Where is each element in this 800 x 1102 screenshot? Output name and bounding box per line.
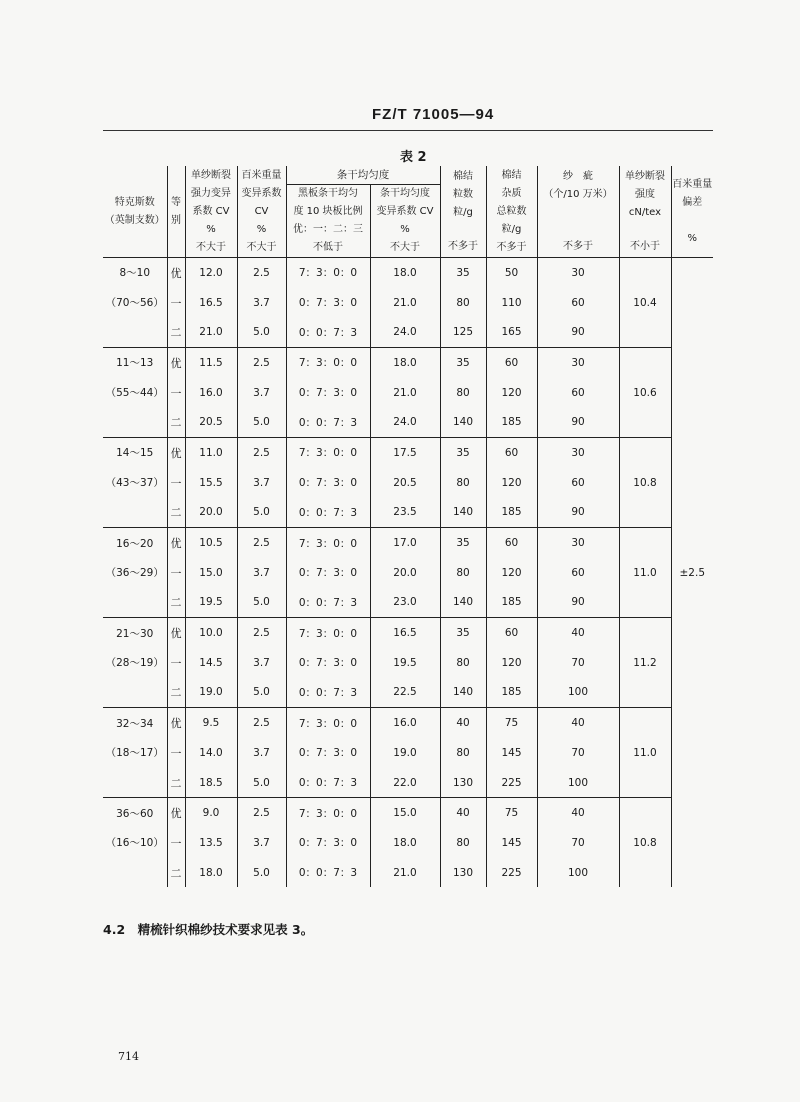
header-line: 不大于 (196, 241, 226, 253)
cell-total-neps: 165 (486, 317, 537, 347)
cell-faults: 30 (537, 438, 619, 468)
cell-cv-evenness: 19.5 (370, 648, 440, 678)
table-row (103, 438, 713, 468)
header-line: 纱 疵 (563, 170, 593, 182)
cell-neps: 35 (440, 528, 486, 558)
cell-cv-evenness: 20.5 (370, 468, 440, 498)
cell-grade: 一 (167, 738, 185, 768)
cell-total-neps: 185 (486, 498, 537, 528)
cell-cv-evenness: 18.0 (370, 828, 440, 858)
header-line: 强力变异 (191, 187, 231, 199)
cell-total-neps: 120 (486, 378, 537, 408)
header-line: % (256, 223, 267, 235)
cell-spec-en: （16～10） (105, 837, 164, 850)
cell-cv-weight: 3.7 (237, 378, 286, 408)
cell-cv-strength: 18.0 (185, 858, 237, 888)
clause-4-2: 4.2 精梳针织棉纱技术要求见表 3。 (103, 922, 314, 937)
cell-cv-strength: 19.0 (185, 678, 237, 708)
cell-neps: 130 (440, 858, 486, 888)
cell-neps: 80 (440, 828, 486, 858)
cell-cv-evenness: 16.5 (370, 618, 440, 648)
cell-cv-evenness: 21.0 (370, 858, 440, 888)
col-total-neps-header (486, 166, 537, 258)
header-line: 不多于 (496, 241, 527, 253)
cell-cv-evenness: 21.0 (370, 288, 440, 318)
cell-grade: 二 (167, 498, 185, 528)
cell-cv-weight: 5.0 (237, 498, 286, 528)
cell-neps: 35 (440, 348, 486, 378)
cell-cv-weight: 2.5 (237, 438, 286, 468)
header-line: 棉结 (453, 170, 473, 182)
cell-total-neps: 145 (486, 738, 537, 768)
cell-grade: 二 (167, 317, 185, 347)
cell-cv-strength: 19.5 (185, 588, 237, 618)
cell-board: 0：0：7：3 (286, 407, 370, 437)
cell-faults: 30 (537, 528, 619, 558)
cell-cv-strength: 11.5 (185, 348, 237, 378)
cell-spec-en: （36～29） (105, 567, 164, 580)
cell-grade: 二 (167, 407, 185, 437)
evenness-group-header: 条干均匀度 (286, 166, 440, 185)
header-line: 粒数 (453, 188, 473, 200)
cell-cv-evenness: 24.0 (370, 407, 440, 437)
cell-faults: 70 (537, 738, 619, 768)
header-line: （个/10 万米） (543, 188, 613, 200)
cell-faults: 100 (537, 768, 619, 798)
document-code: FZ/T 71005—94 (372, 106, 495, 123)
cell-faults: 30 (537, 348, 619, 378)
cell-board: 0：7：3：0 (286, 738, 370, 768)
col-cv-weight-header (237, 166, 286, 258)
cell-total-neps: 60 (486, 348, 537, 378)
cell-spec: 8～10 (119, 267, 151, 280)
cell-cv-evenness: 23.5 (370, 498, 440, 528)
cell-grade: 优 (167, 528, 185, 558)
cell-faults: 90 (537, 498, 619, 528)
cell-empty (103, 317, 167, 347)
cell-cv-strength: 16.0 (185, 378, 237, 408)
cell-board: 7：3：0：0 (286, 258, 370, 288)
cell-cv-evenness: 23.0 (370, 588, 440, 618)
cell-neps: 80 (440, 738, 486, 768)
cell-cv-strength: 9.0 (185, 798, 237, 828)
col-weight-dev-header (671, 166, 713, 258)
header-line: 单纱断裂 (191, 169, 231, 181)
cell-grade: 二 (167, 858, 185, 888)
cell-total-neps: 185 (486, 588, 537, 618)
cell-cv-weight: 5.0 (237, 768, 286, 798)
cell-cv-weight: 3.7 (237, 468, 286, 498)
cell-cv-weight: 2.5 (237, 618, 286, 648)
cell-total-neps: 75 (486, 708, 537, 738)
cell-empty (103, 498, 167, 528)
cell-total-neps: 225 (486, 858, 537, 888)
header-line: 杂质 (501, 187, 522, 199)
cell-board: 7：3：0：0 (286, 798, 370, 828)
cell-board: 0：7：3：0 (286, 828, 370, 858)
cell-neps: 80 (440, 558, 486, 588)
header-line: 粒/g (453, 206, 473, 218)
cell-cv-weight: 5.0 (237, 858, 286, 888)
cell-cv-weight: 5.0 (237, 678, 286, 708)
header-line: 系数 CV (192, 205, 230, 217)
spec-table (103, 166, 713, 887)
header-rule (103, 130, 713, 131)
cell-spec-en: （18～17） (105, 747, 164, 760)
cell-board: 0：7：3：0 (286, 288, 370, 318)
cell-board: 7：3：0：0 (286, 618, 370, 648)
header-line: 粒/g (501, 223, 522, 235)
cell-cv-weight: 2.5 (237, 528, 286, 558)
cell-board: 0：7：3：0 (286, 558, 370, 588)
col-spec-line: （英制支数） (104, 214, 165, 226)
cell-neps: 140 (440, 498, 486, 528)
cell-faults: 60 (537, 378, 619, 408)
cell-spec: 36～60 (116, 807, 154, 820)
cell-cv-weight: 5.0 (237, 317, 286, 347)
cell-strength: 11.0 (619, 708, 671, 798)
cell-cv-weight: 2.5 (237, 708, 286, 738)
cell-cv-weight: 3.7 (237, 738, 286, 768)
cell-cv-evenness: 22.0 (370, 768, 440, 798)
cell-total-neps: 75 (486, 798, 537, 828)
cell-strength: 10.8 (619, 438, 671, 528)
cell-cv-strength: 11.0 (185, 438, 237, 468)
cell-cv-strength: 14.0 (185, 738, 237, 768)
cell-neps: 80 (440, 288, 486, 318)
table-row (103, 348, 713, 378)
col-faults-header (537, 166, 619, 258)
cell-total-neps: 120 (486, 558, 537, 588)
table-body (103, 258, 713, 888)
table-row (103, 798, 713, 828)
cell-cv-evenness: 17.5 (370, 438, 440, 468)
cell-grade: 优 (167, 798, 185, 828)
cell-spec: 21～30 (116, 627, 154, 640)
cell-grade: 优 (167, 708, 185, 738)
cell-grade: 优 (167, 348, 185, 378)
cell-cv-strength: 21.0 (185, 317, 237, 347)
cell-neps: 80 (440, 468, 486, 498)
cell-cv-evenness: 17.0 (370, 528, 440, 558)
cell-total-neps: 110 (486, 288, 537, 318)
cell-neps: 40 (440, 798, 486, 828)
header-line: 不多于 (448, 240, 478, 252)
cell-neps: 130 (440, 768, 486, 798)
cell-total-neps: 60 (486, 528, 537, 558)
cell-faults: 90 (537, 317, 619, 347)
header-line: % (206, 223, 216, 235)
cell-cv-strength: 10.0 (185, 618, 237, 648)
cell-grade: 优 (167, 258, 185, 288)
cell-cv-strength: 12.0 (185, 258, 237, 288)
spec-table-wrap (103, 166, 713, 887)
page-number: 714 (118, 1050, 139, 1063)
header-line: 条干均匀度 (380, 188, 430, 199)
cell-empty (103, 858, 167, 888)
cell-cv-evenness: 24.0 (370, 317, 440, 347)
cell-faults: 100 (537, 858, 619, 888)
col-spec-line: 特克斯数 (114, 196, 155, 208)
cell-grade: 一 (167, 558, 185, 588)
cell-cv-strength: 13.5 (185, 828, 237, 858)
cell-cv-strength: 14.5 (185, 648, 237, 678)
cell-cv-strength: 20.5 (185, 407, 237, 437)
cell-board: 7：3：0：0 (286, 348, 370, 378)
cell-cv-weight: 2.5 (237, 258, 286, 288)
cell-neps: 80 (440, 648, 486, 678)
cell-board: 0：0：7：3 (286, 678, 370, 708)
cell-neps: 35 (440, 438, 486, 468)
header-line: 优：一：二：三 (293, 224, 363, 235)
header-line: 不大于 (246, 241, 277, 253)
cell-neps: 140 (440, 407, 486, 437)
cell-grade: 二 (167, 768, 185, 798)
cell-cv-evenness: 19.0 (370, 738, 440, 768)
cell-spec: 32～34 (116, 717, 154, 730)
cell-cv-weight: 3.7 (237, 648, 286, 678)
header-line: 百米重量 (241, 169, 282, 181)
cell-cv-evenness: 15.0 (370, 798, 440, 828)
cell-faults: 30 (537, 258, 619, 288)
cell-grade: 一 (167, 378, 185, 408)
col-board-header (286, 185, 370, 258)
cell-cv-strength: 15.5 (185, 468, 237, 498)
cell-neps: 40 (440, 708, 486, 738)
cell-cv-evenness: 18.0 (370, 258, 440, 288)
cell-total-neps: 50 (486, 258, 537, 288)
cell-spec-en: （70～56） (105, 297, 164, 310)
cell-strength: 11.2 (619, 618, 671, 708)
table-row (103, 708, 713, 738)
cell-cv-evenness: 18.0 (370, 348, 440, 378)
cell-grade: 优 (167, 618, 185, 648)
cell-cv-strength: 10.5 (185, 528, 237, 558)
cell-empty (103, 678, 167, 708)
cell-grade: 一 (167, 288, 185, 318)
cell-neps: 80 (440, 378, 486, 408)
cell-cv-weight: 2.5 (237, 348, 286, 378)
cell-board: 0：0：7：3 (286, 498, 370, 528)
cell-grade: 二 (167, 678, 185, 708)
cell-spec-en: （43～37） (105, 477, 164, 490)
table-title: 表 2 (400, 150, 427, 165)
cell-total-neps: 185 (486, 678, 537, 708)
cell-board: 7：3：0：0 (286, 708, 370, 738)
header-line: 不多于 (563, 240, 593, 252)
cell-total-neps: 145 (486, 828, 537, 858)
cell-board: 0：7：3：0 (286, 468, 370, 498)
header-line: 棉结 (501, 169, 522, 181)
cell-board: 7：3：0：0 (286, 528, 370, 558)
cell-neps: 140 (440, 588, 486, 618)
col-neps-header (440, 166, 486, 258)
cell-cv-strength: 16.5 (185, 288, 237, 318)
header-line: % (400, 224, 410, 235)
cell-total-neps: 60 (486, 618, 537, 648)
cell-faults: 70 (537, 648, 619, 678)
header-line: 黑板条干均匀 (298, 188, 358, 199)
cell-faults: 90 (537, 588, 619, 618)
cell-total-neps: 60 (486, 438, 537, 468)
cell-faults: 60 (537, 558, 619, 588)
col-grade-line: 别 (171, 214, 181, 226)
header-line: 不大于 (390, 242, 420, 253)
cell-faults: 40 (537, 798, 619, 828)
cell-cv-weight: 5.0 (237, 407, 286, 437)
cell-board: 0：0：7：3 (286, 768, 370, 798)
cell-total-neps: 120 (486, 468, 537, 498)
cell-cv-strength: 20.0 (185, 498, 237, 528)
header-line: CV (254, 205, 269, 217)
cell-spec-en: （55～44） (105, 387, 164, 400)
cell-faults: 90 (537, 407, 619, 437)
cell-cv-strength: 9.5 (185, 708, 237, 738)
cell-spec: 11～13 (116, 357, 154, 370)
cell-cv-weight: 3.7 (237, 828, 286, 858)
cell-board: 0：0：7：3 (286, 858, 370, 888)
cell-board: 0：0：7：3 (286, 588, 370, 618)
cell-total-neps: 185 (486, 407, 537, 437)
header-line: 度 10 块板比例 (293, 206, 363, 217)
cell-board: 7：3：0：0 (286, 438, 370, 468)
cell-grade: 一 (167, 828, 185, 858)
cell-cv-evenness: 20.0 (370, 558, 440, 588)
header-line: 变异系数 CV (376, 206, 434, 217)
cell-cv-evenness: 21.0 (370, 378, 440, 408)
header-line: 百米重量 (672, 178, 713, 190)
col-grade-header (167, 166, 185, 258)
cell-strength: 10.4 (619, 258, 671, 348)
cell-spec-en: （28～19） (105, 657, 164, 670)
header-line: 总粒数 (496, 205, 527, 217)
cell-faults: 40 (537, 618, 619, 648)
header-line: cN/tex (628, 206, 662, 218)
cell-cv-weight: 3.7 (237, 558, 286, 588)
cell-cv-weight: 3.7 (237, 288, 286, 318)
cell-strength: 11.0 (619, 528, 671, 618)
header-line: % (687, 232, 697, 244)
cell-cv-evenness: 16.0 (370, 708, 440, 738)
header-line: 单纱断裂 (625, 170, 665, 182)
cell-faults: 60 (537, 288, 619, 318)
table-row (103, 258, 713, 288)
table-row (103, 618, 713, 648)
cell-grade: 优 (167, 438, 185, 468)
cell-grade: 一 (167, 648, 185, 678)
cell-board: 0：0：7：3 (286, 317, 370, 347)
cell-faults: 40 (537, 708, 619, 738)
cell-cv-weight: 5.0 (237, 588, 286, 618)
header-line: 变异系数 (241, 187, 282, 199)
col-strength-header (619, 166, 671, 258)
col-cv-strength-header (185, 166, 237, 258)
cell-strength: 10.8 (619, 798, 671, 888)
col-spec-header (103, 166, 167, 258)
header-line: 偏差 (682, 196, 703, 208)
cell-board: 0：7：3：0 (286, 648, 370, 678)
cell-empty (103, 588, 167, 618)
cell-neps: 125 (440, 317, 486, 347)
cell-neps: 140 (440, 678, 486, 708)
cell-empty (103, 768, 167, 798)
header-line: 不低于 (313, 242, 343, 253)
cell-faults: 100 (537, 678, 619, 708)
cell-cv-evenness: 22.5 (370, 678, 440, 708)
cell-cv-strength: 18.5 (185, 768, 237, 798)
cell-neps: 35 (440, 618, 486, 648)
cell-faults: 70 (537, 828, 619, 858)
header-line: 不小于 (630, 240, 660, 252)
table-row (103, 528, 713, 558)
cell-grade: 二 (167, 588, 185, 618)
cell-faults: 60 (537, 468, 619, 498)
cell-neps: 35 (440, 258, 486, 288)
cell-total-neps: 225 (486, 768, 537, 798)
header-line: 强度 (635, 188, 655, 200)
cell-empty (103, 407, 167, 437)
col-grade-line: 等 (171, 196, 181, 208)
cell-spec: 16～20 (116, 537, 154, 550)
cell-strength: 10.6 (619, 348, 671, 438)
cell-grade: 一 (167, 468, 185, 498)
cell-weight-dev: ±2.5 (671, 258, 713, 888)
cell-board: 0：7：3：0 (286, 378, 370, 408)
cell-cv-weight: 2.5 (237, 798, 286, 828)
cell-total-neps: 120 (486, 648, 537, 678)
col-cv-evenness-header (370, 185, 440, 258)
cell-spec: 14～15 (116, 447, 154, 460)
cell-cv-strength: 15.0 (185, 558, 237, 588)
